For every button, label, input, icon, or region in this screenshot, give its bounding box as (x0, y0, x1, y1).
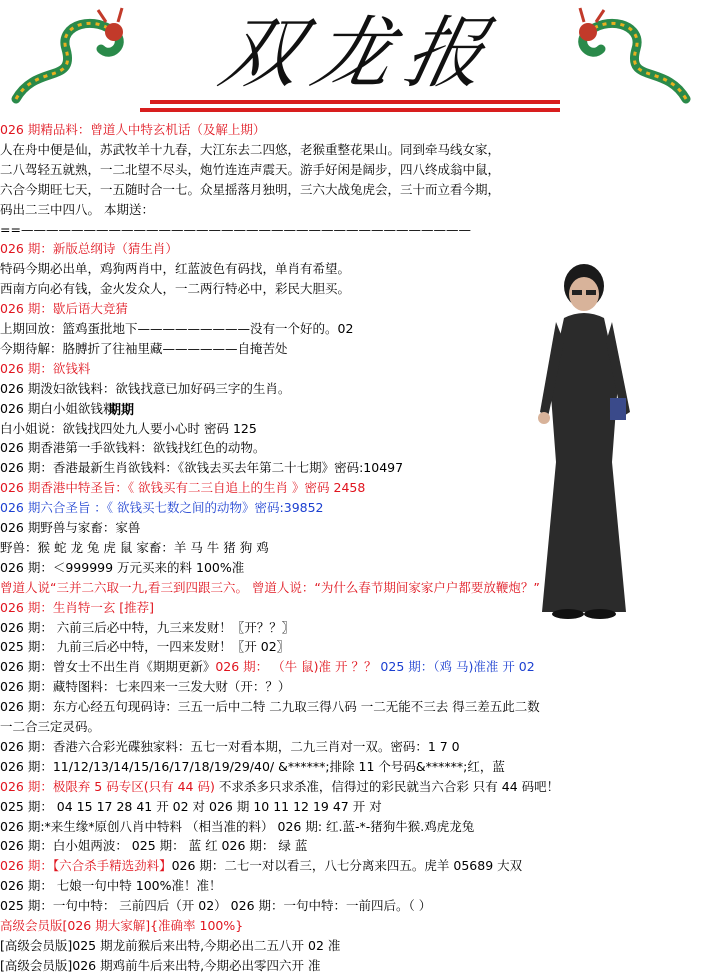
text-line (0, 141, 500, 158)
text-line (0, 201, 154, 218)
text-line (0, 121, 265, 138)
text-line (0, 240, 178, 257)
text-line (0, 439, 265, 456)
text-segment: 026 期泼妇欲钱料：欲钱找意已加好码三字的生肖。 (0, 380, 291, 396)
fortune-teller-figure (526, 262, 646, 622)
text-segment: 026 期：香港最新生肖欲钱料：《欲钱去买去年第二十七期》密码:10497 (0, 460, 404, 476)
text-segment: 高级会员版[026 期大家解]{准确率 100%} (0, 918, 244, 933)
text-segment: [高级会员版]026 期鸡前牛后来出特,今期必出零四六开 准 (0, 957, 321, 973)
text-segment: 026 期：欲钱料 (0, 360, 91, 376)
text-segment: 白小姐说：欲钱找四处九人要小心时 密码 125 (0, 420, 257, 436)
text-line (0, 380, 290, 397)
text-segment: 今期待解：胳膊折了往袖里藏——————自掩苦处 (0, 340, 288, 356)
text-segment: 特码今期必出单，鸡狗两肖中，红蓝波色有码找，单肖有希望。 (0, 261, 351, 277)
text-line (0, 539, 269, 556)
text-line (0, 857, 522, 874)
text-line (0, 937, 340, 954)
text-line (0, 957, 321, 974)
text-segment: 026 期:*来生缘*原创八肖中特料 （相当准的料） 026 期: 红.蓝-*-猪狗牛猴.鸡虎龙兔 (0, 818, 475, 834)
text-line (0, 917, 243, 934)
text-segment: 曾道人说“三并二六取一九,看三到四跟三六。 曾道人说：“为什么春节期间家家户户都要放鞭炮？” (0, 579, 540, 595)
text-line (0, 678, 290, 695)
text-line (0, 778, 559, 795)
text-segment: ==———————————————————————————————————— (0, 221, 471, 237)
text-segment: 026 期：生肖特一玄 [推荐] (0, 599, 155, 615)
text-segment: [高级会员版]025 期龙前猴后来出特,今期必出二五八开 02 准 (0, 937, 341, 953)
text-segment: 026 期香港第一手欲钱料：欲钱找红色的动物。 (0, 440, 266, 456)
text-line (0, 897, 431, 914)
text-line (0, 400, 115, 417)
text-segment: 026 期：东方心经五句现码诗：三五一后中二特 二九取三得八码 一二无能不三去 得三差五此二数 (0, 699, 540, 715)
text-line (0, 340, 288, 357)
text-line (0, 499, 324, 516)
text-segment: 一二合三定灵码。 (0, 719, 101, 734)
masthead (0, 0, 702, 120)
title-underline-top (150, 100, 560, 104)
text-segment: 026 期野兽与家畜：家兽 (0, 520, 141, 535)
text-segment: 026 期：歇后语大竞猜 (0, 301, 128, 317)
text-segment: 不求杀多只求杀准，信得过的彩民就当六合彩 只有 44 码吧！ (214, 778, 560, 794)
text-segment: 二八驾轻五就熟，一二北望不尽头，炮竹连连声震天。游手好闲是阔步，四八终成翁中鼠， (0, 161, 501, 177)
text-line (0, 837, 307, 854)
text-line (0, 320, 353, 337)
dragon-left-icon (6, 4, 136, 116)
text-line (0, 619, 294, 636)
text-segment: 026 期：【六合杀手精选劲料】 (0, 858, 172, 874)
text-line (0, 221, 471, 238)
text-line (0, 459, 403, 476)
masthead-title: 双龙报 (212, 9, 508, 99)
text-line (0, 519, 140, 536)
text-line (0, 300, 128, 317)
text-line (0, 658, 535, 675)
text-segment: 026 期白小姐欲钱料 (0, 400, 116, 416)
text-line (0, 638, 289, 655)
text-segment: 026 期：藏特图料：七来四来一三发大财（开：？） (0, 679, 291, 695)
text-segment: 026 期： 六前三后必中特，九三来发财！〖开？？〗 (0, 619, 295, 635)
title-underline-bottom (140, 108, 560, 112)
overlay-label: 期期 (108, 403, 135, 418)
text-line (0, 181, 500, 198)
dragon-right-icon (566, 4, 696, 116)
text-line (0, 260, 350, 277)
text-line (0, 698, 540, 715)
text-line (0, 579, 540, 596)
text-segment: 六合今期旺七天，一五随时合一七。众星摇落月独明，三六大战兔虎会，三十而立看今期， (0, 181, 501, 197)
text-segment: 026 期精品料：曾道人中特玄机话（及解上期） (0, 122, 266, 137)
text-segment: 026 期：极限弃 5 码专区(只有 44 码) (0, 778, 215, 794)
text-segment: 025 期：（鸡 马)准准 开 02 (376, 659, 535, 675)
text-segment: 上期回放：篮鸡蛋批地下—————————没有一个好的。02 (0, 321, 354, 336)
text-segment: 026 期：香港六合彩光碟独家料：五七一对看本期，二九三肖对一双。密码：1 7 0 (0, 738, 460, 754)
text-line (0, 758, 505, 775)
text-line (0, 738, 460, 755)
text-segment: 人在舟中便是仙，苏武牧羊十九春，大江东去二四悠，老猴重整花果山。同到牵马线女家， (0, 141, 501, 157)
text-segment: 026 期：＜999999 万元买来的料 100%准 (0, 559, 245, 575)
text-line (0, 161, 500, 178)
text-segment: 026 期香港中特圣旨：《 欲钱买有二三自追上的生肖 》密码 2458 (0, 480, 366, 496)
text-line (0, 798, 382, 815)
text-line (0, 360, 90, 377)
text-segment: 026 期： （牛 鼠)准 开 ？？ (215, 659, 377, 675)
text-line (0, 280, 350, 297)
text-segment: 西南方向必有钱，金火发众人，一二两行特必中，彩民大胆买。 (0, 281, 351, 297)
text-line (0, 420, 257, 437)
text-segment: 026 期：新版总纲诗（猜生肖） (0, 241, 178, 257)
text-segment: 野兽：猴 蛇 龙 兔 虎 鼠 家畜：羊 马 牛 猪 狗 鸡 (0, 539, 269, 555)
text-line (0, 818, 474, 835)
text-line (0, 718, 100, 735)
text-segment: 码出二三中四八。 本期送： (0, 201, 154, 217)
text-segment: 026 期： 七娘一句中特 100%准！准！ (0, 878, 222, 894)
text-line (0, 599, 154, 616)
text-segment: 025 期： 九前三后必中特，一四来发财！〖开 02〗 (0, 639, 290, 655)
text-segment: 026 期：曾女士不出生肖《期期更新》 (0, 659, 216, 675)
text-line (0, 877, 222, 894)
text-segment: 026 期：二七一对以看三，八七分离来四五。虎羊 05689 大双 (171, 858, 523, 874)
text-segment: 026 期：白小姐两波： 025 期： 蓝 红 026 期： 绿 蓝 (0, 838, 308, 854)
text-segment: 025 期： 04 15 17 28 41 开 02 对 026 期 10 11 12 19 47 开 对 (0, 798, 382, 814)
text-segment: 026 期六合圣旨 ：《 欲钱买七数之间的动物》密码:39852 (0, 500, 324, 516)
text-segment: 026 期：11/12/13/14/15/16/17/18/19/29/40/ &******;排除 11 个号码&******;红，蓝 (0, 758, 505, 774)
text-segment: 025 期：一句中特： 三前四后（开 02） 026 期：一句中特：一前四后。（ ） (0, 898, 432, 914)
text-line (0, 559, 244, 576)
text-line (0, 479, 365, 496)
